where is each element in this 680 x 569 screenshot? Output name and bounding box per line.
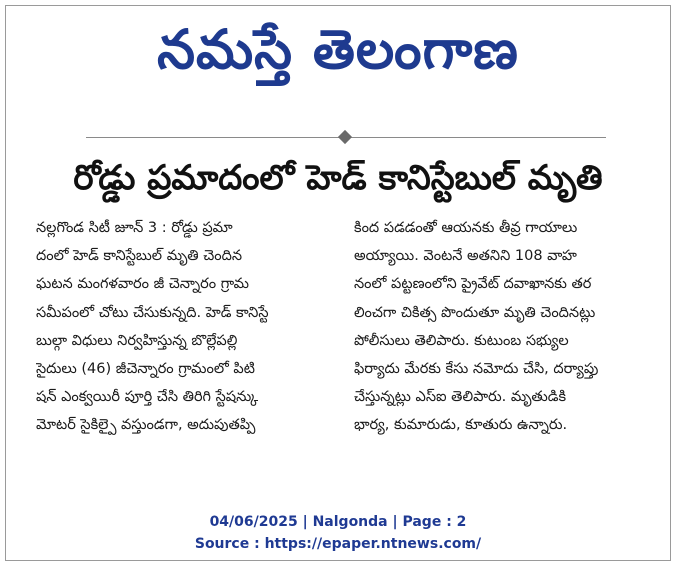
ornamental-divider bbox=[86, 132, 606, 144]
body-line: మోటర్ సైకిల్పై వస్తుండగా, అదుపుతప్పి bbox=[36, 417, 256, 434]
source-link[interactable]: Source : https://epaper.ntnews.com/ bbox=[194, 536, 482, 552]
clipping-frame bbox=[5, 5, 671, 561]
article-column-left bbox=[36, 214, 316, 440]
body-line: షన్ ఎంక్వయిరీ పూర్తి చేసి తిరిగి స్టేషన్కు bbox=[36, 389, 259, 406]
body-line: నంలో పట్టణంలోని ప్రైవేట్ దవాఖానకు తర bbox=[354, 276, 592, 293]
body-line: అయ్యాయి. వెంటనే అతనిని 108 వాహ bbox=[354, 248, 577, 265]
diamond-ornament-icon bbox=[338, 130, 352, 144]
body-line: చేస్తున్నట్లు ఎస్ఐ తెలిపారు. మృతుడికి bbox=[354, 389, 567, 406]
body-line: ఘటన మంగళవారం జీ చెన్నారం గ్రామ bbox=[36, 276, 249, 293]
body-line: లించగా చికిత్స పొందుతూ మృతి చెందినట్లు bbox=[354, 304, 596, 321]
clipping-footer bbox=[6, 511, 670, 555]
body-line: సమీపంలో చోటు చేసుకున్నది. హెడ్ కానిస్టే bbox=[36, 304, 269, 321]
edition-info: 04/06/2025 | Nalgonda | Page : 2 bbox=[209, 514, 467, 530]
newspaper-masthead: నమస్తే తెలంగాణ bbox=[157, 18, 519, 81]
body-line: భార్య, కుమారుడు, కూతురు ఉన్నారు. bbox=[354, 417, 568, 434]
body-line: బుల్గా విధులు నిర్వహిస్తున్న బొల్లేపల్లి bbox=[36, 332, 238, 349]
article-body bbox=[36, 214, 636, 446]
article-column-right bbox=[354, 214, 634, 440]
body-line: దంలో హెడ్ కానిస్టేబుల్ మృతి చెందిన bbox=[36, 248, 243, 265]
body-line: కింద పడడంతో ఆయనకు తీవ్ర గాయాలు bbox=[354, 220, 578, 236]
body-line: సైదులు (46) జీచెన్నారం గ్రామంలో పిటి bbox=[36, 360, 255, 377]
body-line: నల్లగొండ సిటీ జూన్ 3 : రోడ్డు ప్రమా bbox=[36, 220, 233, 236]
body-line: పోలీసులు తెలిపారు. కుటుంబ సభ్యుల bbox=[354, 332, 569, 349]
article-headline: రోడ్డు ప్రమాదంలో హెడ్ కానిస్టేబుల్ మృతి bbox=[73, 158, 603, 198]
body-line: ఫిర్యాదు మేరకు కేసు నమోదు చేసి, దర్యాప్తు bbox=[354, 360, 599, 377]
